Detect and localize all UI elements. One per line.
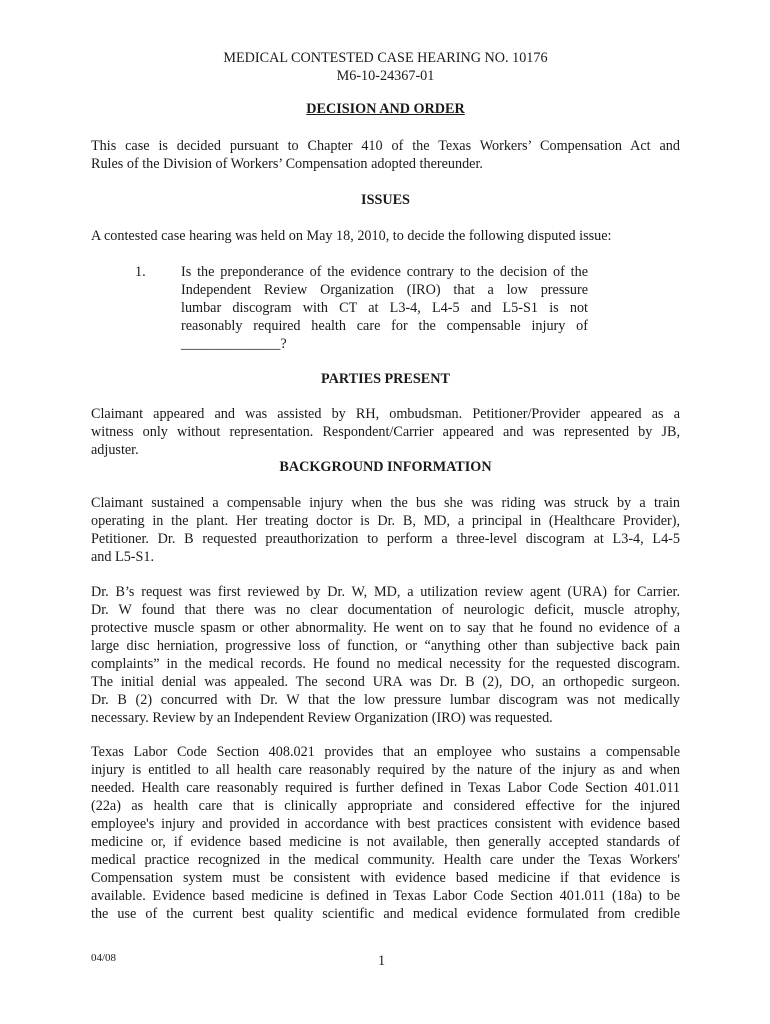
background-line: medical practice recognized in the medical community. Health care under the Texas Workers' — [91, 852, 680, 868]
intro-line: This case is decided pursuant to Chapter 410 of the Texas Workers’ Compensation Act and — [91, 138, 680, 154]
background-heading: BACKGROUND INFORMATION — [279, 459, 492, 475]
issue-line: lumbar discogram with CT at L3-4, L4-5 and L5-S1 is not — [181, 300, 588, 316]
background-line: protective muscle spasm or other abnormality. He went on to say that he found no evidence of a — [91, 620, 680, 636]
background-line: and L5-S1. — [91, 549, 155, 565]
parties-line: adjuster. — [91, 442, 139, 458]
background-line: available. Evidence based medicine is defined in Texas Labor Code Section 401.011 (18a) to be — [91, 888, 680, 904]
footer-date-code: 04/08 — [91, 952, 117, 964]
background-line: injury is entitled to all health care reasonably required by the nature of the injury as and when — [91, 762, 680, 778]
background-paragraph-3 — [91, 743, 680, 923]
background-line: The initial denial was appealed. The second URA was Dr. B (2), DO, an orthopedic surgeon. — [91, 674, 680, 690]
background-line: (22a) as health care that is clinically appropriate and considered effective for the injured — [91, 798, 680, 814]
background-paragraph-2 — [91, 583, 680, 727]
background-line: operating in the plant. Her treating doctor is Dr. B, MD, a principal in (Healthcare Provider), — [91, 513, 680, 529]
background-line: Compensation system must be consistent with evidence based medicine if that evidence is — [91, 870, 680, 886]
intro-paragraph — [91, 137, 680, 173]
background-line: necessary. Review by an Independent Review Organization (IRO) was requested. — [91, 710, 553, 726]
background-line: Dr. W found that there was no clear documentation of neurologic deficit, muscle atrophy, — [91, 602, 680, 618]
case-number: M6-10-24367-01 — [336, 68, 435, 84]
issue-line: Independent Review Organization (IRO) that a low pressure — [181, 282, 588, 298]
parties-paragraph — [91, 405, 680, 459]
background-line: employee's injury and provided in accordance with best practices consistent with evidence based — [91, 816, 680, 832]
parties-line: Claimant appeared and was assisted by RH, ombudsman. Petitioner/Provider appeared as a — [91, 406, 680, 422]
background-paragraph-1 — [91, 494, 680, 566]
intro-line: Rules of the Division of Workers’ Compensation adopted thereunder. — [91, 156, 483, 172]
background-line: Dr. B’s request was first reviewed by Dr. W, MD, a utilization review agent (URA) for Carrier. — [91, 584, 680, 600]
background-line: complaints” in the medical records. He found no medical necessity for the requested discogram. — [91, 656, 680, 672]
background-line: medicine or, if evidence based medicine is not available, then generally accepted standards of — [91, 834, 680, 850]
background-line: Claimant sustained a compensable injury when the bus she was riding was struck by a train — [91, 495, 680, 511]
background-line: needed. Health care reasonably required is further defined in Texas Labor Code Section 401.011 — [91, 780, 680, 796]
issue-line: ______________? — [181, 336, 287, 352]
parties-heading: PARTIES PRESENT — [321, 371, 450, 387]
page-number: 1 — [378, 953, 386, 969]
background-line: Texas Labor Code Section 408.021 provides that an employee who sustains a compensable — [91, 744, 680, 760]
decision-heading: DECISION AND ORDER — [306, 101, 465, 117]
issues-heading: ISSUES — [361, 192, 410, 208]
issue-item-text — [181, 263, 588, 353]
parties-line: witness only without representation. Respondent/Carrier appeared and was represented by JB, — [91, 424, 680, 440]
issues-lead: A contested case hearing was held on May 18, 2010, to decide the following disputed issue: — [91, 228, 612, 244]
background-line: Dr. B (2) concurred with Dr. W that the low pressure lumbar discogram was not medically — [91, 692, 680, 708]
issue-line: Is the preponderance of the evidence contrary to the decision of the — [181, 264, 588, 280]
background-line: large disc herniation, progressive loss of function, or “anything other than subjective back pain — [91, 638, 680, 654]
background-line: Petitioner. Dr. B requested preauthorization to perform a three-level discogram at L3-4, L4-5 — [91, 531, 680, 547]
case-title: MEDICAL CONTESTED CASE HEARING NO. 10176 — [223, 50, 548, 66]
issue-item-number: 1. — [135, 264, 146, 280]
background-line: the use of the current best quality scientific and medical evidence formulated from credible — [91, 906, 680, 922]
issue-line: reasonably required health care for the compensable injury of — [181, 318, 588, 334]
case-header — [91, 49, 680, 85]
